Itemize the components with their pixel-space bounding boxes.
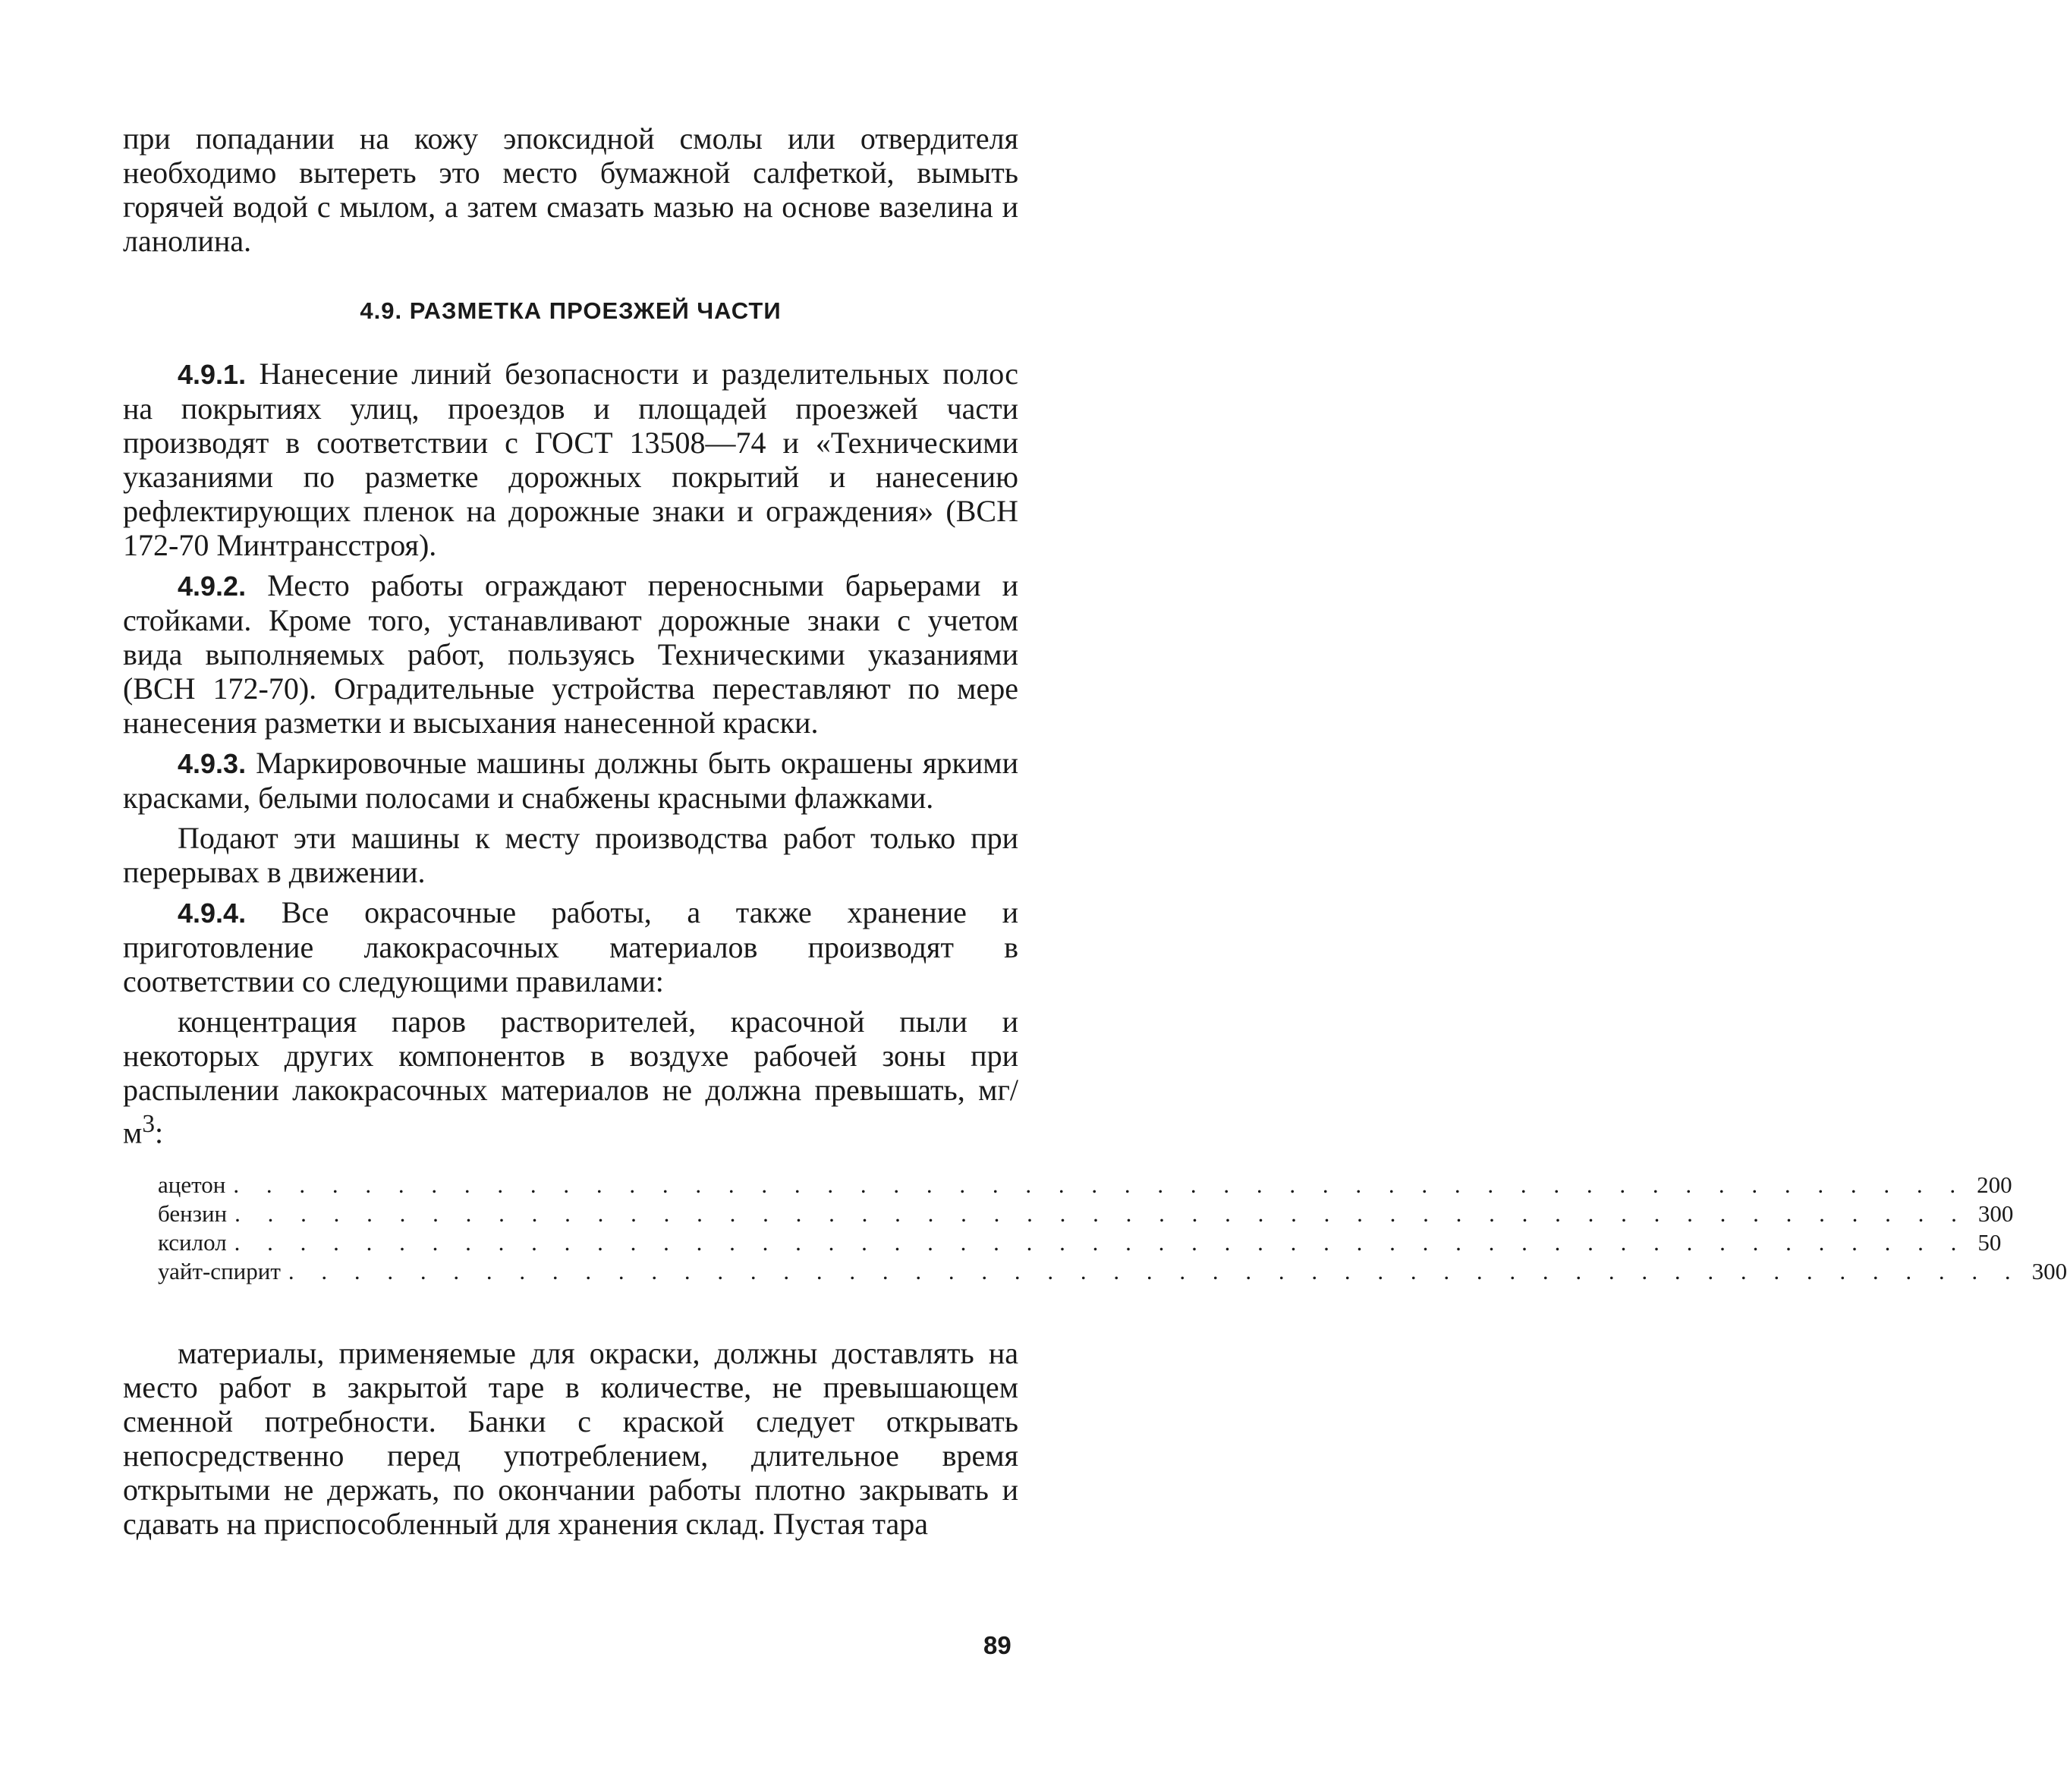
concentration-text: концентрация паров растворителей, красочной пыли и некоторых других компонентов в воздухе рабочей зоны при распылении лакокрасочных материалов не должна превышать, мг/м <box>123 1004 1018 1150</box>
page-number: 89 <box>983 1631 1011 1659</box>
concentration-colon: : <box>154 1115 164 1150</box>
page-body <box>123 121 2067 1542</box>
paragraph-4-9-3 <box>123 746 1018 815</box>
table-row <box>158 1199 2014 1228</box>
substance-limit: 200 <box>1977 1171 2012 1199</box>
paragraph-concentration <box>123 1004 1018 1149</box>
table-row <box>158 1171 2012 1199</box>
clause-number: 4.9.3. <box>178 748 247 779</box>
table-row <box>158 1228 2002 1257</box>
paragraph-4-9-1 <box>123 357 1018 562</box>
clause-text: Нанесение линий безопасности и разделительных полос на покрытиях улиц, проездов и площадей проезжей части производят в соответствии с ГОСТ 13508—74 и «Техническими указаниями по разметке дорожных покрытий и нанесению рефлектирующих пленок на дорожные знаки и ограждения» (ВСН 172-70 Минтрансстроя). <box>123 357 1019 562</box>
paragraph-machines: Подают эти машины к месту производства работ только при перерывах в движении. <box>123 821 1018 889</box>
leader-dots: . . . . . . . . . . . . . . . . . . . . . . . . . . . . . . . . . . . . . . . . . . . . . . . . . . . . . <box>234 1200 1968 1228</box>
clause-number: 4.9.1. <box>178 359 247 390</box>
unit-superscript: 3 <box>142 1110 155 1138</box>
substance-limit: 300 <box>2031 1258 2067 1285</box>
substance-limit: 300 <box>1977 1200 2014 1228</box>
substance-name: уайт-спирит <box>158 1258 281 1285</box>
paragraph-4-9-2 <box>123 568 1018 740</box>
paragraph-materials: материалы, применяемые для окраски, должны доставлять на место работ в закрытой таре в количестве, не превышающем сменной потребности. Банки с краской следует открывать непосредственно перед употреблением, длительное время открытыми не держать, по окончании работы плотно закрывать и сдавать на приспособленный для хранения склад. Пустая тара <box>123 1336 1018 1542</box>
substance-name: ксилол <box>158 1229 227 1256</box>
leader-dots: . . . . . . . . . . . . . . . . . . . . . . . . . . . . . . . . . . . . . . . . . . . . . . . . . . . . . <box>288 1258 2021 1285</box>
substance-limit: 50 <box>1977 1229 2002 1256</box>
clause-text: Маркировочные машины должны быть окрашены яркими красками, белыми полосами и снабжены красными флажками. <box>123 746 1019 815</box>
section-heading: 4.9. РАЗМЕТКА ПРОЕЗЖЕЙ ЧАСТИ <box>360 297 782 324</box>
clause-text: Место работы ограждают переносными барьерами и стойками. Кроме того, устанавливают дорожные знаки с учетом вида выполняемых работ, пользуясь Техническими указаниями (ВСН 172-70). Оградительные устройства переставляют по мере нанесения разметки и высыхания нанесенной краски. <box>123 568 1019 740</box>
substance-name: бензин <box>158 1200 228 1228</box>
substance-name: ацетон <box>158 1171 226 1199</box>
leader-dots: . . . . . . . . . . . . . . . . . . . . . . . . . . . . . . . . . . . . . . . . . . . . . . . . . . . . . <box>234 1229 1968 1256</box>
paragraph-intro: при попадании на кожу эпоксидной смолы или отвердителя необходимо вытереть это место бумажной салфеткой, вымыть горячей водой с мылом, а затем смазать мазью на основе вазелина и ланолина. <box>123 121 1018 258</box>
clause-number: 4.9.4. <box>178 898 247 929</box>
table-row <box>158 1257 2067 1286</box>
clause-text: Все окрасочные работы, а также хранение и приготовление лакокрасочных материалов производят в соответствии со следующими правилами: <box>123 895 1018 998</box>
leader-dots: . . . . . . . . . . . . . . . . . . . . . . . . . . . . . . . . . . . . . . . . . . . . . . . . . . . . . <box>233 1171 1967 1199</box>
paragraph-4-9-4 <box>123 895 1018 998</box>
concentration-table <box>158 1171 2067 1286</box>
clause-number: 4.9.2. <box>178 571 247 602</box>
